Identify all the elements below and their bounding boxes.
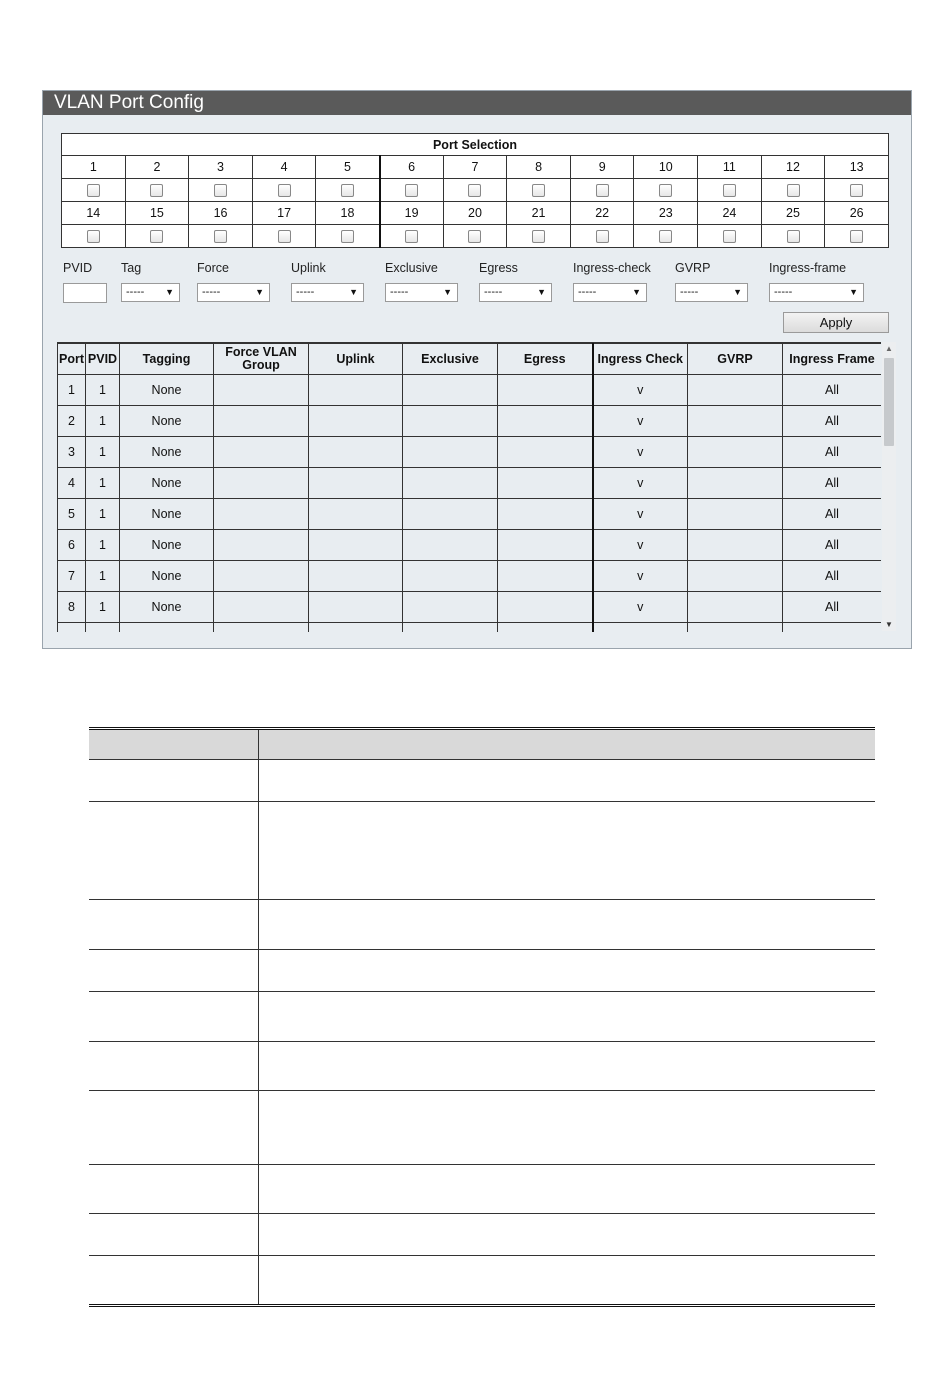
port-number-label: 17 [252,202,316,225]
table-row[interactable] [58,623,882,633]
port-number-label: 6 [380,156,444,179]
cell-pvid: 1 [86,592,120,623]
description-cell [258,1165,875,1214]
ingress-frame-select[interactable] [769,283,864,302]
port-number-label: 20 [443,202,507,225]
cell-gvrp [688,592,783,623]
port-checkbox[interactable] [659,184,672,197]
description-cell [89,900,258,950]
port-checkbox-cell [316,179,380,202]
cell-gvrp [688,623,783,633]
port-number-label: 18 [316,202,380,225]
gvrp-label: GVRP [675,261,711,275]
port-number-label: 14 [62,202,126,225]
table-row[interactable] [58,530,882,561]
description-cell [258,1042,875,1091]
force-label: Force [197,261,229,275]
cell-ingress-check: v [593,592,688,623]
column-header-pvid: PVID [86,344,120,375]
port-checkbox-cell [634,225,698,248]
port-number-label: 12 [761,156,825,179]
port-checkbox-cell [252,225,316,248]
cell-tagging [120,623,214,633]
description-row [89,992,875,1042]
cell-port: 2 [58,406,86,437]
cell-pvid: 1 [86,406,120,437]
cell-exclusive [403,375,498,406]
table-row[interactable] [58,406,882,437]
port-checkbox[interactable] [723,230,736,243]
cell-pvid: 1 [86,561,120,592]
port-number-label: 7 [443,156,507,179]
column-header-uplink: Uplink [309,344,403,375]
scroll-thumb[interactable] [884,358,894,446]
panel-title: VLAN Port Config [43,91,911,115]
port-checkbox-cell [125,225,189,248]
cell-ingress-check: v [593,468,688,499]
cell-egress [498,375,593,406]
cell-gvrp [688,406,783,437]
description-row [89,1042,875,1091]
chevron-down-icon: ▼ [165,287,174,297]
cell-exclusive [403,499,498,530]
cell-exclusive [403,406,498,437]
scroll-down-icon[interactable]: ▼ [885,620,893,629]
port-checkbox-cell [825,225,889,248]
cell-force-vlan-group [214,406,309,437]
description-cell [258,760,875,802]
cell-port: 4 [58,468,86,499]
port-checkbox[interactable] [341,230,354,243]
port-number-label: 21 [507,202,571,225]
cell-port: 7 [58,561,86,592]
cell-ingress-frame: All [783,406,882,437]
port-checkbox[interactable] [405,184,418,197]
port-checkbox-cell [761,179,825,202]
cell-ingress-frame: All [783,499,882,530]
exclusive-select[interactable] [385,283,458,302]
port-checkbox[interactable] [278,230,291,243]
cell-force-vlan-group [214,623,309,633]
cell-uplink [309,561,403,592]
port-number-label: 15 [125,202,189,225]
port-number-label: 16 [189,202,253,225]
cell-exclusive [403,437,498,468]
cell-gvrp [688,375,783,406]
port-checkbox[interactable] [532,184,545,197]
cell-tagging: None [120,561,214,592]
port-checkbox[interactable] [150,230,163,243]
uplink-select[interactable] [291,283,364,302]
cell-uplink [309,437,403,468]
description-cell [258,802,875,900]
exclusive-label: Exclusive [385,261,438,275]
cell-tagging: None [120,406,214,437]
port-checkbox[interactable] [468,184,481,197]
description-cell [258,950,875,992]
description-row [89,760,875,802]
tag-select-value: ----- [126,286,145,298]
port-number-label: 25 [761,202,825,225]
port-number-label: 23 [634,202,698,225]
port-config-grid-viewport [57,342,881,632]
chevron-down-icon: ▼ [632,287,641,297]
cell-tagging: None [120,375,214,406]
column-header-gvrp: GVRP [688,344,783,375]
cell-force-vlan-group [214,530,309,561]
cell-uplink [309,406,403,437]
port-number-label: 1 [62,156,126,179]
cell-ingress-check: v [593,406,688,437]
port-checkbox[interactable] [659,230,672,243]
port-checkbox[interactable] [532,230,545,243]
cell-port: 1 [58,375,86,406]
cell-gvrp [688,530,783,561]
cell-exclusive [403,530,498,561]
description-cell [89,1165,258,1214]
cell-tagging: None [120,499,214,530]
port-checkbox[interactable] [214,230,227,243]
cell-pvid: 1 [86,437,120,468]
table-row[interactable] [58,437,882,468]
cell-port: 3 [58,437,86,468]
cell-port: 5 [58,499,86,530]
description-cell [89,992,258,1042]
port-checkbox[interactable] [850,184,863,197]
cell-force-vlan-group [214,375,309,406]
port-checkbox-cell [570,225,634,248]
chevron-down-icon: ▼ [849,287,858,297]
cell-ingress-check: v [593,499,688,530]
gvrp-select-value: ----- [680,286,699,298]
description-cell [258,992,875,1042]
port-checkbox[interactable] [150,184,163,197]
column-header-ingress-frame: Ingress Frame [783,344,882,375]
port-checkbox[interactable] [787,184,800,197]
column-header-port: Port [58,344,86,375]
column-header-egress: Egress [498,344,593,375]
description-cell [258,1256,875,1306]
chevron-down-icon: ▼ [443,287,452,297]
port-selection-table [61,133,889,248]
chevron-down-icon: ▼ [733,287,742,297]
egress-select-value: ----- [484,286,503,298]
description-table-header [89,729,875,760]
cell-gvrp [688,561,783,592]
description-row [89,1256,875,1306]
port-checkbox-cell [380,225,444,248]
port-number-label: 3 [189,156,253,179]
description-cell [258,1091,875,1165]
cell-ingress-frame: All [783,530,882,561]
port-checkbox-cell [507,179,571,202]
description-cell [89,1214,258,1256]
exclusive-select-value: ----- [390,286,409,298]
cell-egress [498,468,593,499]
chevron-down-icon: ▼ [537,287,546,297]
description-cell [258,900,875,950]
port-number-label: 4 [252,156,316,179]
port-checkbox-cell [507,225,571,248]
force-select[interactable] [197,283,270,302]
port-number-label: 9 [570,156,634,179]
column-header-exclusive: Exclusive [403,344,498,375]
port-selection-header: Port Selection [62,134,889,156]
ingress-frame-select-value: ----- [774,286,793,298]
cell-ingress-frame: All [783,375,882,406]
port-checkbox[interactable] [596,184,609,197]
egress-label: Egress [479,261,518,275]
description-cell [89,950,258,992]
cell-pvid: 1 [86,468,120,499]
port-number-label: 2 [125,156,189,179]
port-number-label: 24 [698,202,762,225]
port-checkbox[interactable] [278,184,291,197]
port-checkbox-cell [634,179,698,202]
description-cell [89,802,258,900]
port-checkbox-cell [189,225,253,248]
port-checkbox[interactable] [468,230,481,243]
port-checkbox-cell [443,179,507,202]
cell-force-vlan-group [214,561,309,592]
port-checkbox-cell [825,179,889,202]
cell-ingress-check: v [593,530,688,561]
cell-ingress-check: v [593,561,688,592]
cell-pvid: 1 [86,530,120,561]
table-row[interactable] [58,375,882,406]
cell-force-vlan-group [214,592,309,623]
port-checkbox[interactable] [87,184,100,197]
port-checkbox-cell [189,179,253,202]
cell-force-vlan-group [214,499,309,530]
column-header-ingress-check: Ingress Check [593,344,688,375]
tag-label: Tag [121,261,142,275]
cell-ingress-frame: All [783,437,882,468]
description-cell [89,1256,258,1306]
cell-exclusive [403,468,498,499]
cell-egress [498,437,593,468]
cell-port: 6 [58,530,86,561]
grid-scrollbar[interactable] [882,342,896,631]
cell-tagging: None [120,437,214,468]
cell-tagging: None [120,592,214,623]
table-row[interactable] [58,499,882,530]
description-row [89,1165,875,1214]
cell-force-vlan-group [214,468,309,499]
cell-ingress-frame: All [783,592,882,623]
cell-ingress-frame [783,623,882,633]
port-checkbox[interactable] [87,230,100,243]
parameter-description-table [89,727,875,1307]
description-cell [89,1042,258,1091]
cell-egress [498,499,593,530]
cell-egress [498,530,593,561]
port-checkbox-cell [316,225,380,248]
port-number-label: 11 [698,156,762,179]
ingress-check-label: Ingress-check [573,261,651,275]
column-header-force-vlan-group: Force VLAN Group [214,344,309,375]
port-number-label: 13 [825,156,889,179]
uplink-label: Uplink [291,261,326,275]
cell-gvrp [688,468,783,499]
cell-ingress-check: v [593,375,688,406]
description-header-cell [89,729,258,760]
port-checkbox-cell [761,225,825,248]
cell-tagging: None [120,468,214,499]
port-checkbox-cell [252,179,316,202]
scroll-up-icon[interactable]: ▲ [885,344,893,353]
description-header-cell [258,729,875,760]
port-checkbox[interactable] [596,230,609,243]
description-row [89,950,875,992]
cell-uplink [309,623,403,633]
cell-egress [498,592,593,623]
table-row[interactable] [58,561,882,592]
cell-uplink [309,375,403,406]
cell-exclusive [403,623,498,633]
port-config-grid [57,343,881,632]
port-checkbox-cell [62,225,126,248]
ingress-frame-label: Ingress-frame [769,261,847,275]
port-checkbox[interactable] [723,184,736,197]
port-checkbox[interactable] [850,230,863,243]
column-header-tagging: Tagging [120,344,214,375]
port-checkbox-cell [698,179,762,202]
port-checkbox-cell [125,179,189,202]
cell-port: 8 [58,592,86,623]
port-number-label: 19 [380,202,444,225]
port-checkbox[interactable] [787,230,800,243]
cell-exclusive [403,561,498,592]
apply-button[interactable]: Apply [783,312,889,333]
cell-ingress-check [593,623,688,633]
pvid-input[interactable] [63,283,107,303]
port-checkbox-cell [62,179,126,202]
force-select-value: ----- [202,286,221,298]
cell-ingress-frame: All [783,468,882,499]
description-row [89,900,875,950]
cell-ingress-check: v [593,437,688,468]
port-checkbox-cell [570,179,634,202]
chevron-down-icon: ▼ [255,287,264,297]
port-checkbox[interactable] [405,230,418,243]
cell-ingress-frame: All [783,561,882,592]
port-number-label: 26 [825,202,889,225]
cell-egress [498,623,593,633]
table-row[interactable] [58,468,882,499]
cell-port [58,623,86,633]
uplink-select-value: ----- [296,286,315,298]
vlan-port-config-panel [42,90,912,649]
description-cell [89,760,258,802]
port-checkbox-cell [443,225,507,248]
description-row [89,1214,875,1256]
port-checkbox-cell [698,225,762,248]
ingress-check-select-value: ----- [578,286,597,298]
cell-egress [498,561,593,592]
port-checkbox[interactable] [341,184,354,197]
cell-gvrp [688,499,783,530]
cell-uplink [309,592,403,623]
port-number-label: 10 [634,156,698,179]
port-checkbox-cell [380,179,444,202]
cell-gvrp [688,437,783,468]
chevron-down-icon: ▼ [349,287,358,297]
cell-uplink [309,468,403,499]
description-cell [258,1214,875,1256]
cell-uplink [309,530,403,561]
description-row [89,1091,875,1165]
ingress-check-select[interactable] [573,283,647,302]
cell-uplink [309,499,403,530]
cell-egress [498,406,593,437]
egress-select[interactable] [479,283,552,302]
description-cell [89,1091,258,1165]
gvrp-select[interactable] [675,283,748,302]
port-number-label: 5 [316,156,380,179]
pvid-label: PVID [63,261,93,275]
cell-force-vlan-group [214,437,309,468]
cell-tagging: None [120,530,214,561]
cell-pvid [86,623,120,633]
cell-pvid: 1 [86,499,120,530]
cell-exclusive [403,592,498,623]
tag-select[interactable] [121,283,180,302]
port-checkbox[interactable] [214,184,227,197]
table-row[interactable] [58,592,882,623]
description-row [89,802,875,900]
port-number-label: 8 [507,156,571,179]
port-number-label: 22 [570,202,634,225]
cell-pvid: 1 [86,375,120,406]
